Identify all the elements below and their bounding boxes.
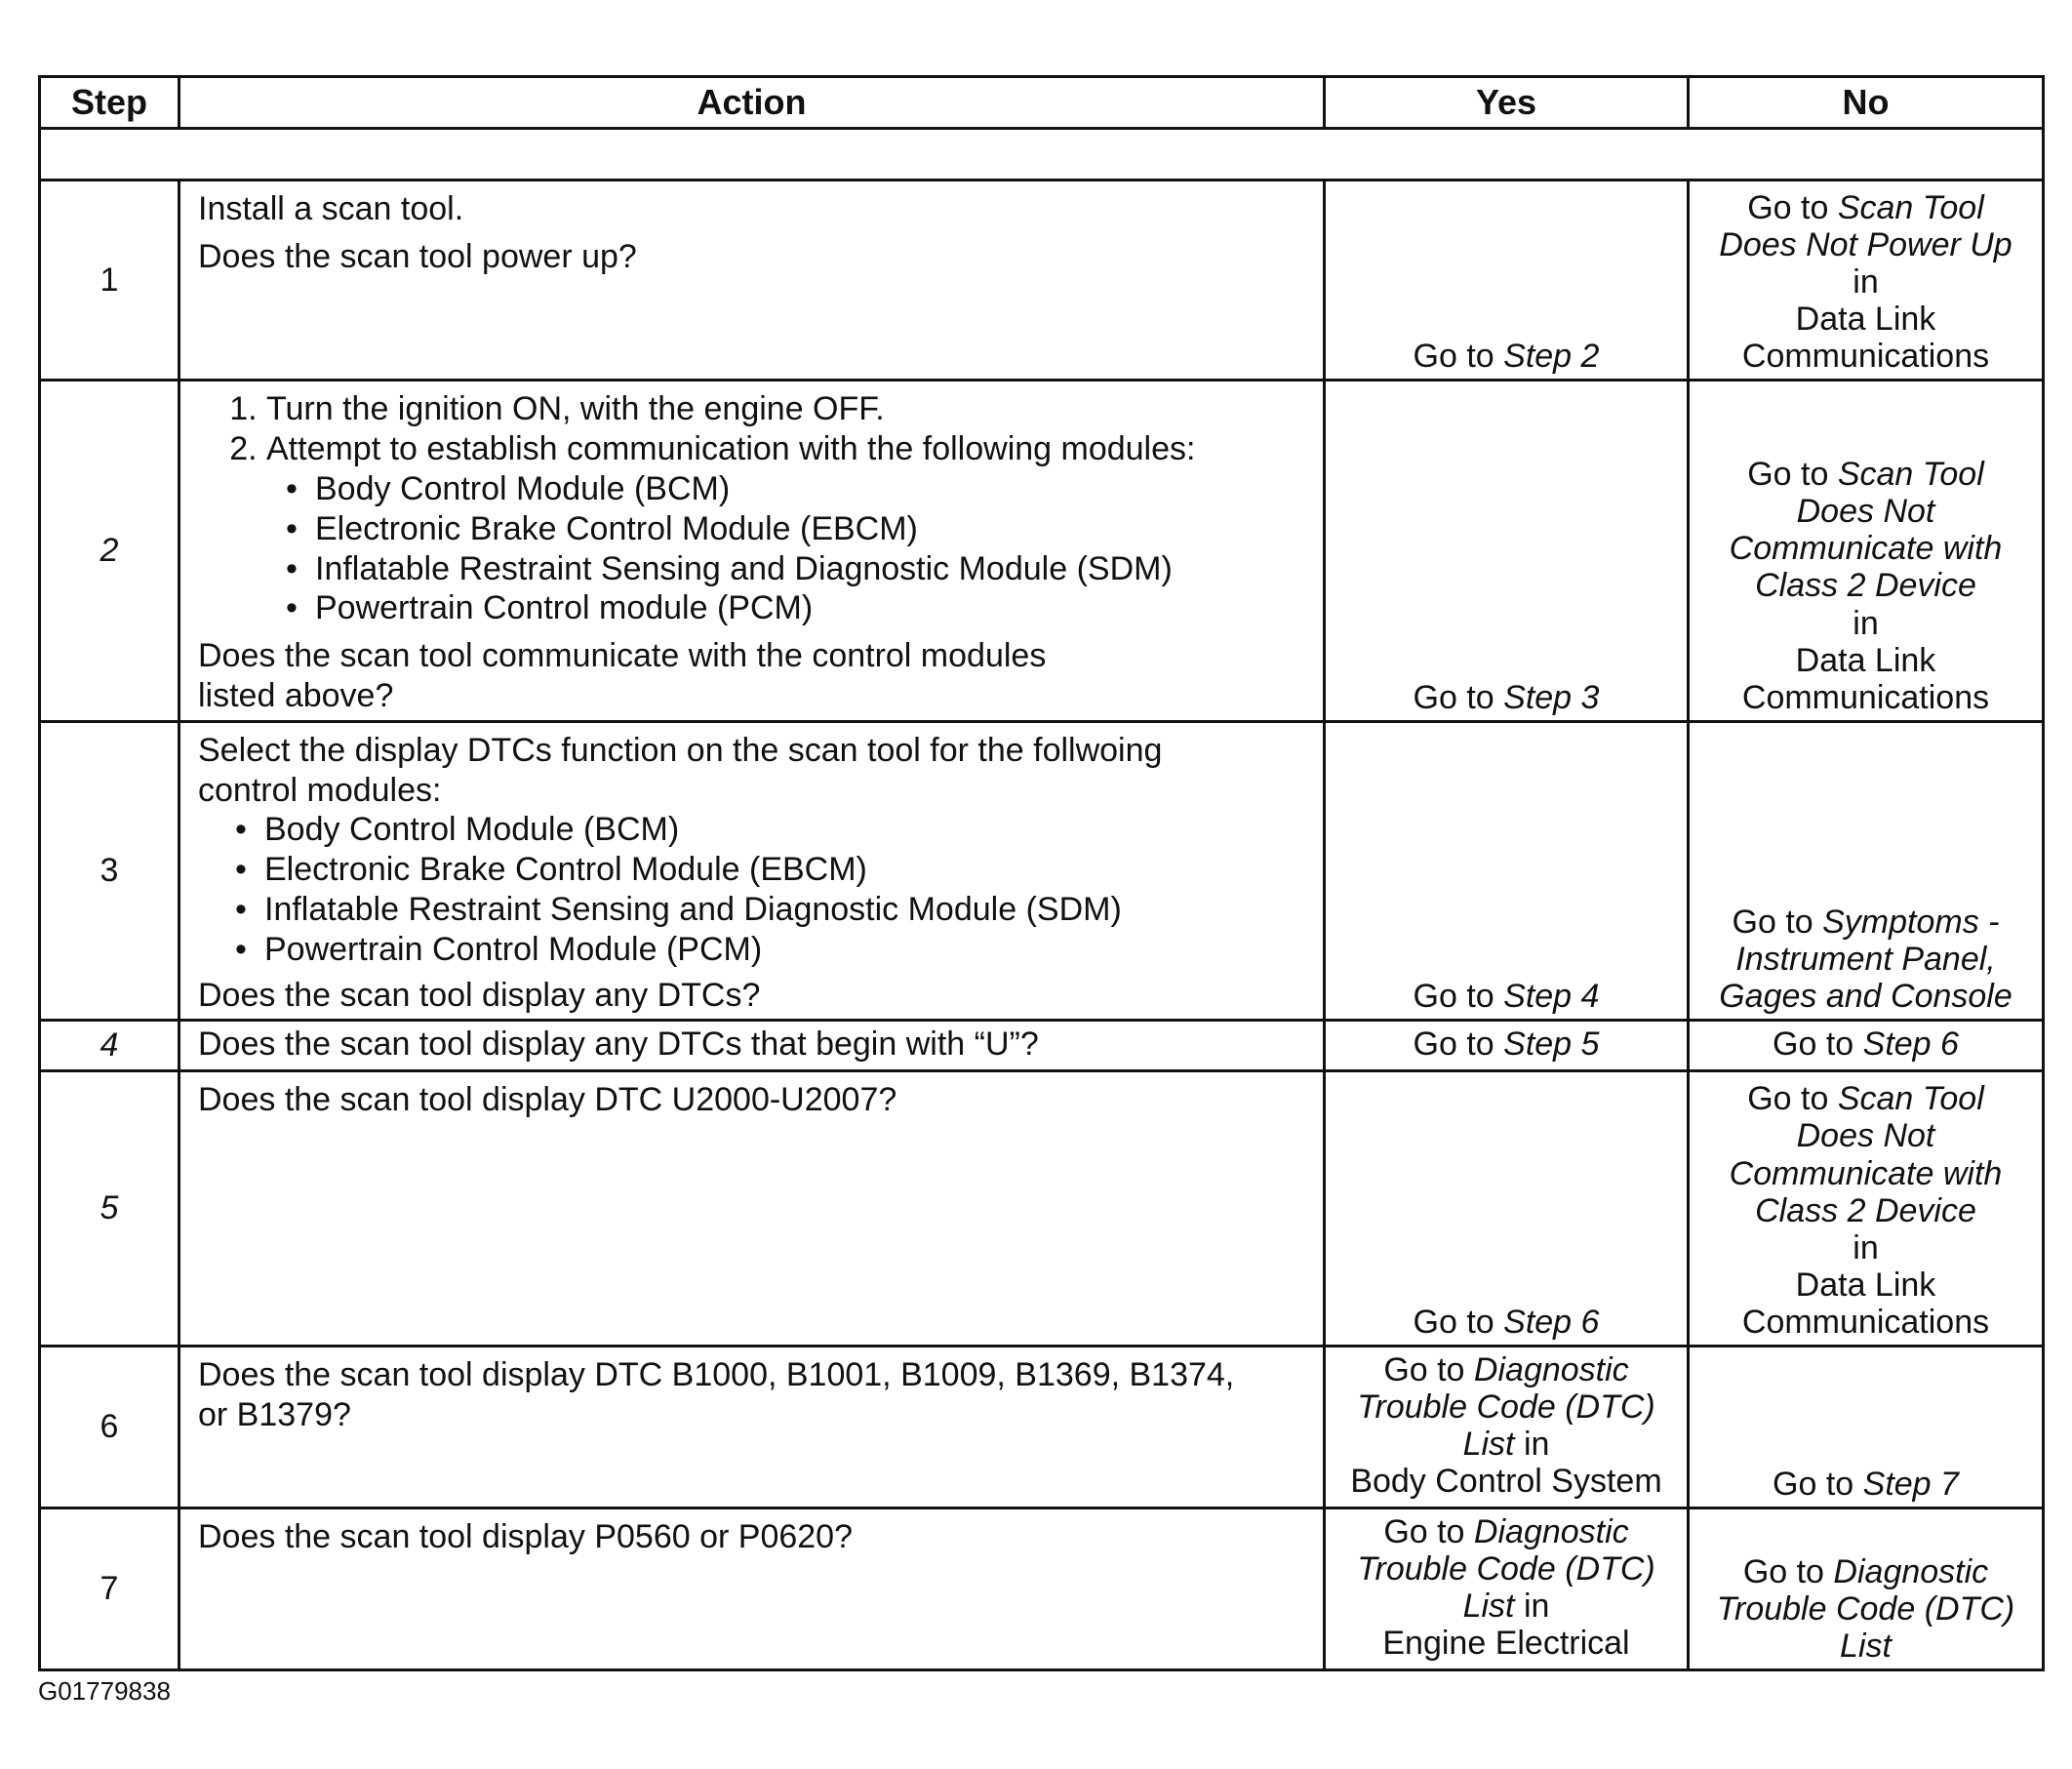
- action-cell: [179, 1508, 1325, 1669]
- step-number: 4: [40, 1021, 179, 1071]
- in-text: in: [1853, 1228, 1879, 1266]
- action-cell: [179, 1071, 1325, 1347]
- location-text: Data Link: [1795, 301, 1936, 339]
- in-text: in: [1853, 604, 1879, 642]
- in-text: in: [1514, 1588, 1550, 1626]
- no-cell: [1689, 1071, 2044, 1347]
- step-number: 1: [40, 181, 179, 381]
- list-item: 1. Turn the ignition ON, with the engine OFF.: [266, 389, 1311, 429]
- table-row: [40, 1346, 2044, 1508]
- location-text: Body Control System: [1350, 1463, 1662, 1501]
- question-text: Does the scan tool display DTC U2000-U2007?: [198, 1081, 897, 1119]
- go-to-prefix: Go to: [1773, 1465, 1863, 1503]
- list-item: • Powertrain Control module (PCM): [315, 588, 1311, 628]
- location-text: Data Link: [1795, 1266, 1936, 1304]
- yes-cell: [1325, 1021, 1689, 1071]
- table-row: [40, 1508, 2044, 1669]
- header-no: No: [1689, 77, 2044, 129]
- question-text: Does the scan tool display P0560 or P0620?: [198, 1517, 854, 1555]
- go-to-prefix: Go to: [1747, 189, 1838, 226]
- list-item: • Electronic Brake Control Module (EBCM): [315, 509, 1311, 549]
- location-text: Communications: [1741, 338, 1990, 376]
- in-text: in: [1853, 263, 1879, 302]
- yes-cell: [1325, 1346, 1689, 1508]
- table-row: [40, 181, 2044, 381]
- step-link[interactable]: Step 3: [1503, 678, 1600, 716]
- question-text: [198, 1355, 1311, 1435]
- go-to-prefix: Go to: [1747, 456, 1838, 494]
- question-text: Does the scan tool power up?: [198, 237, 637, 275]
- table-row: [40, 381, 2044, 721]
- go-to-prefix: Go to: [1732, 904, 1823, 942]
- action-text: Install a scan tool.: [198, 190, 464, 227]
- question-text: Does the scan tool display any DTCs that begin with “U”?: [198, 1025, 1039, 1064]
- header-step: Step: [40, 77, 179, 129]
- step-number: 6: [40, 1346, 179, 1508]
- yes-cell: [1325, 1071, 1689, 1347]
- reference-link[interactable]: Scan Tool: [1837, 456, 1984, 494]
- reference-link[interactable]: Scan Tool: [1837, 1080, 1984, 1118]
- step-number: 7: [40, 1508, 179, 1669]
- intro-text: [198, 731, 1311, 811]
- reference-link[interactable]: Symptoms -: [1822, 904, 2000, 942]
- go-to-prefix: Go to: [1383, 1350, 1474, 1388]
- reference-link[interactable]: Does Not: [1796, 1117, 1935, 1155]
- step-number: 3: [40, 721, 179, 1021]
- question-text: [198, 636, 1311, 716]
- list-item-text: Attempt to establish communication with the following modules:: [266, 430, 1196, 468]
- reference-link[interactable]: Gages and Console: [1719, 978, 2012, 1016]
- no-cell: [1689, 1021, 2044, 1071]
- reference-link[interactable]: Trouble Code (DTC): [1357, 1549, 1655, 1588]
- list-item: [266, 429, 1311, 628]
- go-to-prefix: Go to: [1413, 338, 1504, 376]
- reference-link[interactable]: Does Not Power Up: [1719, 226, 2012, 264]
- go-to-prefix: Go to: [1773, 1025, 1863, 1063]
- yes-cell: [1325, 381, 1689, 721]
- diagnostic-table: [38, 75, 2045, 1671]
- header-row: [40, 77, 2044, 129]
- question-line: Does the scan tool communicate with the control modules: [198, 637, 1047, 675]
- no-cell: [1689, 721, 2044, 1021]
- go-to-prefix: Go to: [1413, 1025, 1504, 1063]
- no-cell: [1689, 1508, 2044, 1669]
- list-item: • Powertrain Control Module (PCM): [264, 930, 1311, 970]
- reference-link[interactable]: Instrument Panel,: [1735, 941, 1996, 979]
- list-item: • Electronic Brake Control Module (EBCM): [264, 850, 1311, 890]
- go-to-prefix: Go to: [1413, 1303, 1504, 1341]
- question-line: listed above?: [198, 676, 394, 714]
- reference-link[interactable]: List: [1462, 1426, 1515, 1464]
- action-cell: [179, 721, 1325, 1021]
- figure-id: G01779838: [38, 1676, 171, 1706]
- reference-link[interactable]: Communicate with: [1729, 1154, 2003, 1192]
- reference-link[interactable]: Does Not: [1796, 493, 1935, 531]
- list-item: • Inflatable Restraint Sensing and Diagnostic Module (SDM): [264, 890, 1311, 930]
- reference-link[interactable]: List: [1840, 1627, 1892, 1665]
- go-to-prefix: Go to: [1413, 678, 1504, 716]
- step-link[interactable]: Step 7: [1862, 1465, 1959, 1503]
- reference-link[interactable]: Diagnostic: [1473, 1350, 1629, 1388]
- table-row: [40, 721, 2044, 1021]
- reference-link[interactable]: Class 2 Device: [1755, 567, 1976, 605]
- header-action: Action: [179, 77, 1325, 129]
- action-cell: [179, 181, 1325, 381]
- reference-link[interactable]: Communicate with: [1729, 530, 2003, 568]
- numbered-list: [198, 389, 1311, 628]
- action-cell: [179, 1346, 1325, 1508]
- step-link[interactable]: Step 6: [1503, 1303, 1600, 1341]
- question-line: or B1379?: [198, 1395, 351, 1433]
- step-number: 5: [40, 1071, 179, 1347]
- question-text: Does the scan tool display any DTCs?: [198, 976, 761, 1014]
- step-link[interactable]: Step 6: [1862, 1025, 1959, 1063]
- list-item: • Body Control Module (BCM): [264, 810, 1311, 850]
- reference-link[interactable]: Trouble Code (DTC): [1716, 1589, 2015, 1628]
- no-cell: [1689, 181, 2044, 381]
- no-cell: [1689, 1346, 2044, 1508]
- reference-link[interactable]: Class 2 Device: [1755, 1191, 1976, 1229]
- bullet-list: [198, 810, 1311, 969]
- location-text: Data Link: [1795, 641, 1936, 679]
- yes-cell: [1325, 721, 1689, 1021]
- list-item: • Inflatable Restraint Sensing and Diagnostic Module (SDM): [315, 549, 1311, 589]
- intro-line: Select the display DTCs function on the scan tool for the follwoing: [198, 731, 1163, 769]
- reference-link[interactable]: Scan Tool: [1837, 189, 1984, 226]
- yes-cell: [1325, 1508, 1689, 1669]
- step-link[interactable]: Step 5: [1503, 1025, 1600, 1063]
- header-yes: Yes: [1325, 77, 1689, 129]
- reference-link[interactable]: List: [1462, 1588, 1515, 1626]
- reference-link[interactable]: Diagnostic: [1833, 1552, 1989, 1590]
- location-text: Communications: [1741, 1303, 1990, 1341]
- reference-link[interactable]: Diagnostic: [1473, 1512, 1629, 1550]
- action-cell: [179, 1021, 1325, 1071]
- location-text: Communications: [1741, 678, 1990, 716]
- reference-link[interactable]: Trouble Code (DTC): [1357, 1387, 1655, 1426]
- in-text: in: [1514, 1426, 1550, 1464]
- table-row: [40, 1071, 2044, 1347]
- step-link[interactable]: Step 4: [1503, 978, 1600, 1016]
- go-to-prefix: Go to: [1383, 1512, 1474, 1550]
- go-to-prefix: Go to: [1747, 1080, 1838, 1118]
- yes-cell: [1325, 181, 1689, 381]
- go-to-prefix: Go to: [1413, 978, 1504, 1016]
- question-line: Does the scan tool display DTC B1000, B1001, B1009, B1369, B1374,: [198, 1355, 1235, 1393]
- location-text: Engine Electrical: [1382, 1625, 1630, 1663]
- blank-cell: [40, 129, 2044, 181]
- step-link[interactable]: Step 2: [1503, 338, 1600, 376]
- step-number: 2: [40, 381, 179, 721]
- table-row: [40, 1021, 2044, 1071]
- list-item: • Body Control Module (BCM): [315, 469, 1311, 509]
- bullet-list: [266, 469, 1311, 628]
- blank-row: [40, 129, 2044, 181]
- intro-line: control modules:: [198, 771, 442, 809]
- no-cell: [1689, 381, 2044, 721]
- action-cell: [179, 381, 1325, 721]
- go-to-prefix: Go to: [1742, 1552, 1834, 1590]
